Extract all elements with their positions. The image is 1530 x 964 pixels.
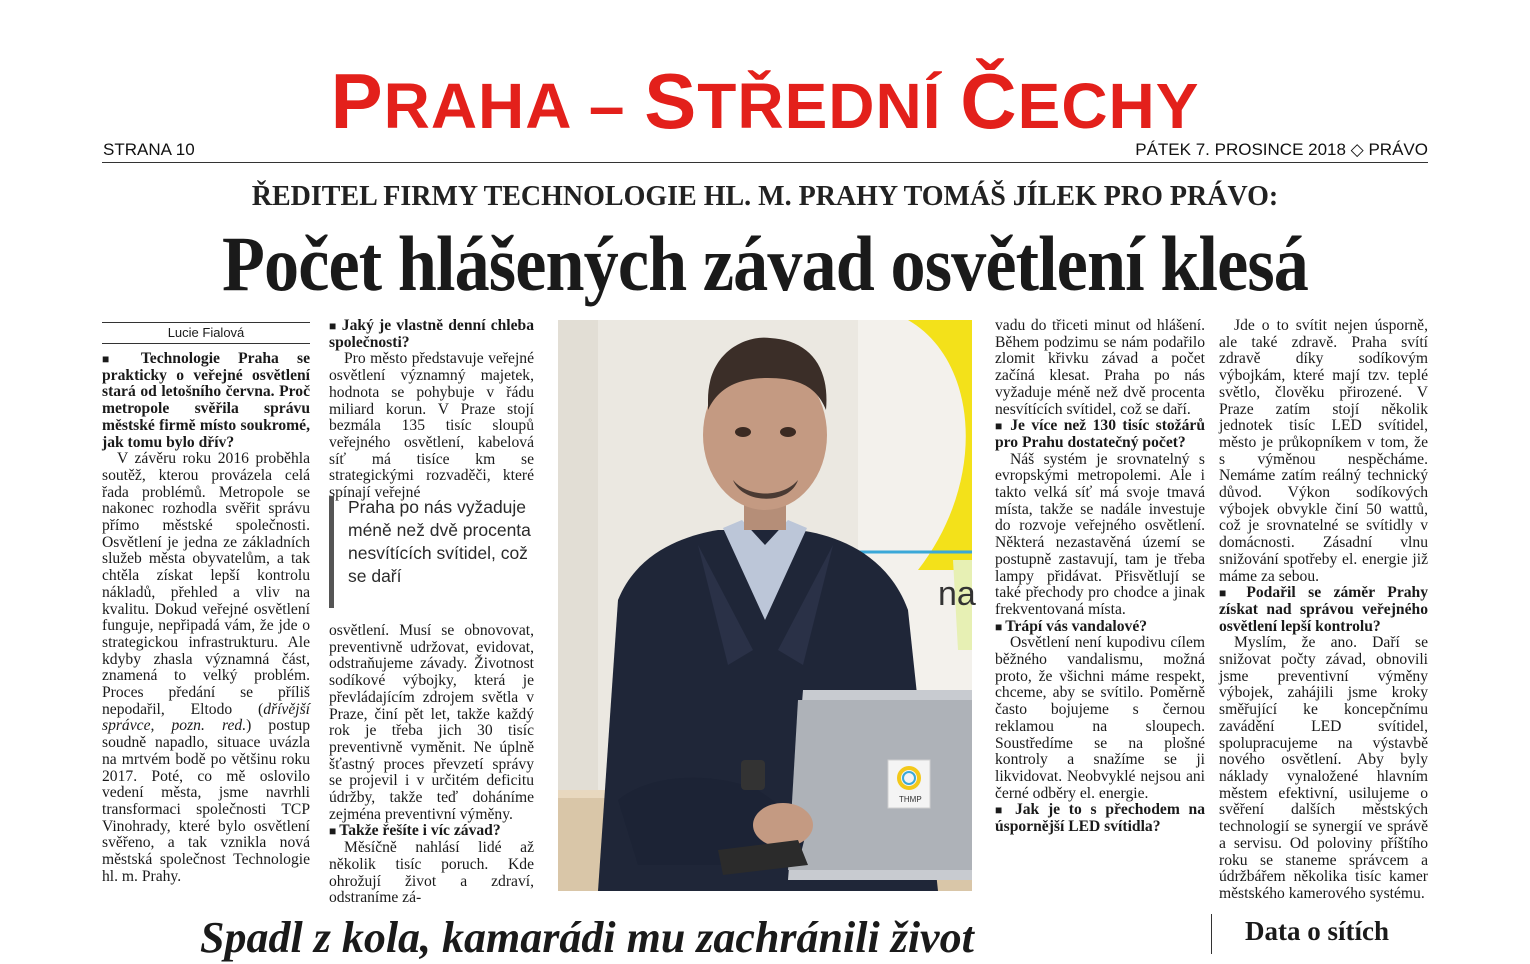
next-article-headline: Spadl z kola, kamarádi mu zachránili život bbox=[200, 913, 974, 962]
interview-answer: Náš systém je srovnatelný s evropskými metropolemi. Ale i takto velká síť má svoje tmavá místa, takže se nadále investuje do rozvoje veřejného osvětlení. Některá nezastavěná území se postupně zastavují, tam je třeba lampy přidávat. Přisvětlují se také přechody pro chodce a jinak frekventovaná místa. bbox=[995, 450, 1205, 618]
page-number: STRANA 10 bbox=[103, 140, 195, 159]
interview-answer: Myslím, že ano. Daří se snižovat počty závad, obnovili jsme preventivní výměny výbojek, zahájili jsme kroky směřující ke koncepčnímu zavádění LED svítidel, spolupracujeme na výstavbě nového osvětlení. Aby byly náklady vynaložené hlavním městem efektivní, usilujeme o svěření dalších městských technologií se synergií ve správě a servisu. Od poloviny příštího roku se staneme správcem a údržbářem několika tisíc kamer městského kamerového systému. bbox=[1219, 634, 1428, 902]
interview-answer: Osvětlení není kupodivu cílem běžného vandalismu, možná proto, že všichni máme respekt, chceme, aby se svítilo. Poměrně často bojujeme s černou reklamou na sloupech. Soustředíme se na plošné kontroly a snažíme se ji likvidovat. Neobvyklé nejsou ani černé odběry el. energie. bbox=[995, 634, 1205, 802]
byline: Lucie Fialová bbox=[102, 322, 310, 344]
interview-question: ■ Je více než 130 tisíc stožárů pro Prahu dostatečný počet? bbox=[995, 418, 1205, 451]
masthead-letter: S bbox=[644, 57, 698, 145]
masthead-title bbox=[0, 57, 1530, 145]
interview-answer bbox=[102, 451, 310, 885]
interview-question: ■ Jaký je vlastně denní chleba společnosti? bbox=[329, 318, 534, 351]
portrait-illustration bbox=[558, 320, 976, 891]
interview-question: ■ Takže řešíte i víc závad? bbox=[329, 823, 534, 840]
article-headline: Počet hlášených závad osvětlení klesá bbox=[222, 220, 1308, 307]
interview-question: ■ Trápí vás vandalové? bbox=[995, 619, 1205, 636]
article-kicker: ŘEDITEL FIRMY TECHNOLOGIE HL. M. PRAHY TOMÁŠ JÍLEK PRO PRÁVO: bbox=[251, 181, 1279, 212]
interview-answer: Měsíčně nahlásí lidé až několik tisíc poruch. Kde ohrožují život a zdraví, odstraníme zá- bbox=[329, 839, 534, 907]
article-column-3 bbox=[995, 318, 1205, 896]
interview-question: ■ Podařil se záměr Prahy získat nad správou veřejného osvětlení lepší kontrolu? bbox=[1219, 585, 1428, 635]
laptop-sticker-text: THMP bbox=[899, 795, 922, 804]
header-divider bbox=[102, 162, 1428, 163]
article-column-2-top bbox=[329, 317, 535, 502]
masthead-letter: P bbox=[330, 57, 384, 145]
interview-question: ■ Technologie Praha se prakticky o veřejné osvětlení stará od letošního června. Proč metropole svěřila správu městské firmě místo soukromé, jak tomu bylo dřív? bbox=[102, 351, 310, 451]
pull-quote: Praha po nás vyžaduje méně než dvě procenta nesvítících svítidel, což se daří bbox=[329, 496, 534, 608]
portrait-photo bbox=[558, 320, 976, 891]
masthead-letter: Č bbox=[960, 57, 1018, 145]
info-box-title: Data o sítích bbox=[1245, 916, 1389, 946]
masthead-word: ECHY bbox=[1017, 70, 1200, 142]
answer-text: ) postup soudně napadlo, situace uvázla na mrtvém bodě po většinu roku 2017. Poté, co mě oslovilo vedení města, jsme navrhli transformaci společnosti TCP Vinohrady, které bylo osvětlení svěřeno, a tak vznikla nová městská společnost Technologie hl. m. Prahy. bbox=[102, 717, 310, 885]
column-divider bbox=[1211, 914, 1212, 954]
masthead-word: RAHA – bbox=[383, 70, 645, 142]
article-column-4 bbox=[1219, 317, 1429, 902]
interview-question: ■ Jak je to s přechodem na úspornější LED svítidla? bbox=[995, 802, 1205, 835]
issue-date: PÁTEK 7. PROSINCE 2018 ◇ PRÁVO bbox=[1135, 140, 1428, 159]
interview-answer: Pro město představuje veřejné osvětlení významný majetek, hodnota se pohybuje v řádu miliard korun. V Praze stojí bezmála 135 tisíc sloupů veřejného osvětlení, kabelová síť má tisíce km se strategickými rozvaděči, které spínají veřejné bbox=[329, 350, 534, 502]
interview-answer: Jde o to svítit nejen úsporně, ale také zdravě. Praha svítí zdravě díky sodíkovým výbojkám, které mají tzv. teplé světlo, člověku přirozené. V Praze zatím stojí několik jednotek tisíc LED svítidel, město je průkopníkem v tom, že s výměnou nespěcháme. Nemáme zatím reálný technický důvod. Výkon sodíkových výbojek obvykle činí 50 wattů, což je srovnatelné se svítidly v domácnosti. Zásadní vlnu snižování spotřeby el. energie již máme za sebou. bbox=[1219, 317, 1428, 585]
answer-text: V závěru roku 2016 proběhla soutěž, kterou provázela celá řada problémů. Metropole se nakonec rozhodla svěřit správu přímo městské společnosti. Osvětlení je jedna ze základních služeb města obyvatelům, a tak chtěla získat lepší kontrolu nákladů, přehled a vliv na kvalitu. Dokud veřejné osvětlení funguje, nepřipadá vám, že jde o strategickou infrastrukturu. Ale kdyby zhasla významná část, znamená to velký problém. Proces předání se příliš nepodařil, Eltodo ( bbox=[102, 450, 310, 718]
interview-answer: vadu do třiceti minut od hlášení. Během podzimu se nám podařilo zlomit křivku závad a počet začíná klesat. Praha po nás vyžaduje méně než dvě procenta nesvítících svítidel, což se daří. bbox=[995, 317, 1205, 418]
interview-answer: osvětlení. Musí se obnovovat, preventivně udržovat, evidovat, odstraňujeme závady. Životnost sodíkové výbojky, která je převládajícím zdrojem světla v Praze, činí pět let, takže každý rok je třeba jich 30 tisíc preventivně vyměnit. Ne úplně šťastný proces převzetí správy se projevil i v určitém deficitu údržby, takže teď doháníme zejména preventivní výměny. bbox=[329, 622, 534, 823]
article-column-2-bottom bbox=[329, 622, 534, 907]
editor-note: dřívější správce, pozn. red. bbox=[102, 700, 310, 735]
article-column-1 bbox=[102, 351, 310, 896]
masthead-word: TŘEDNÍ bbox=[697, 70, 961, 142]
wall-logo-text: na bbox=[938, 575, 976, 613]
